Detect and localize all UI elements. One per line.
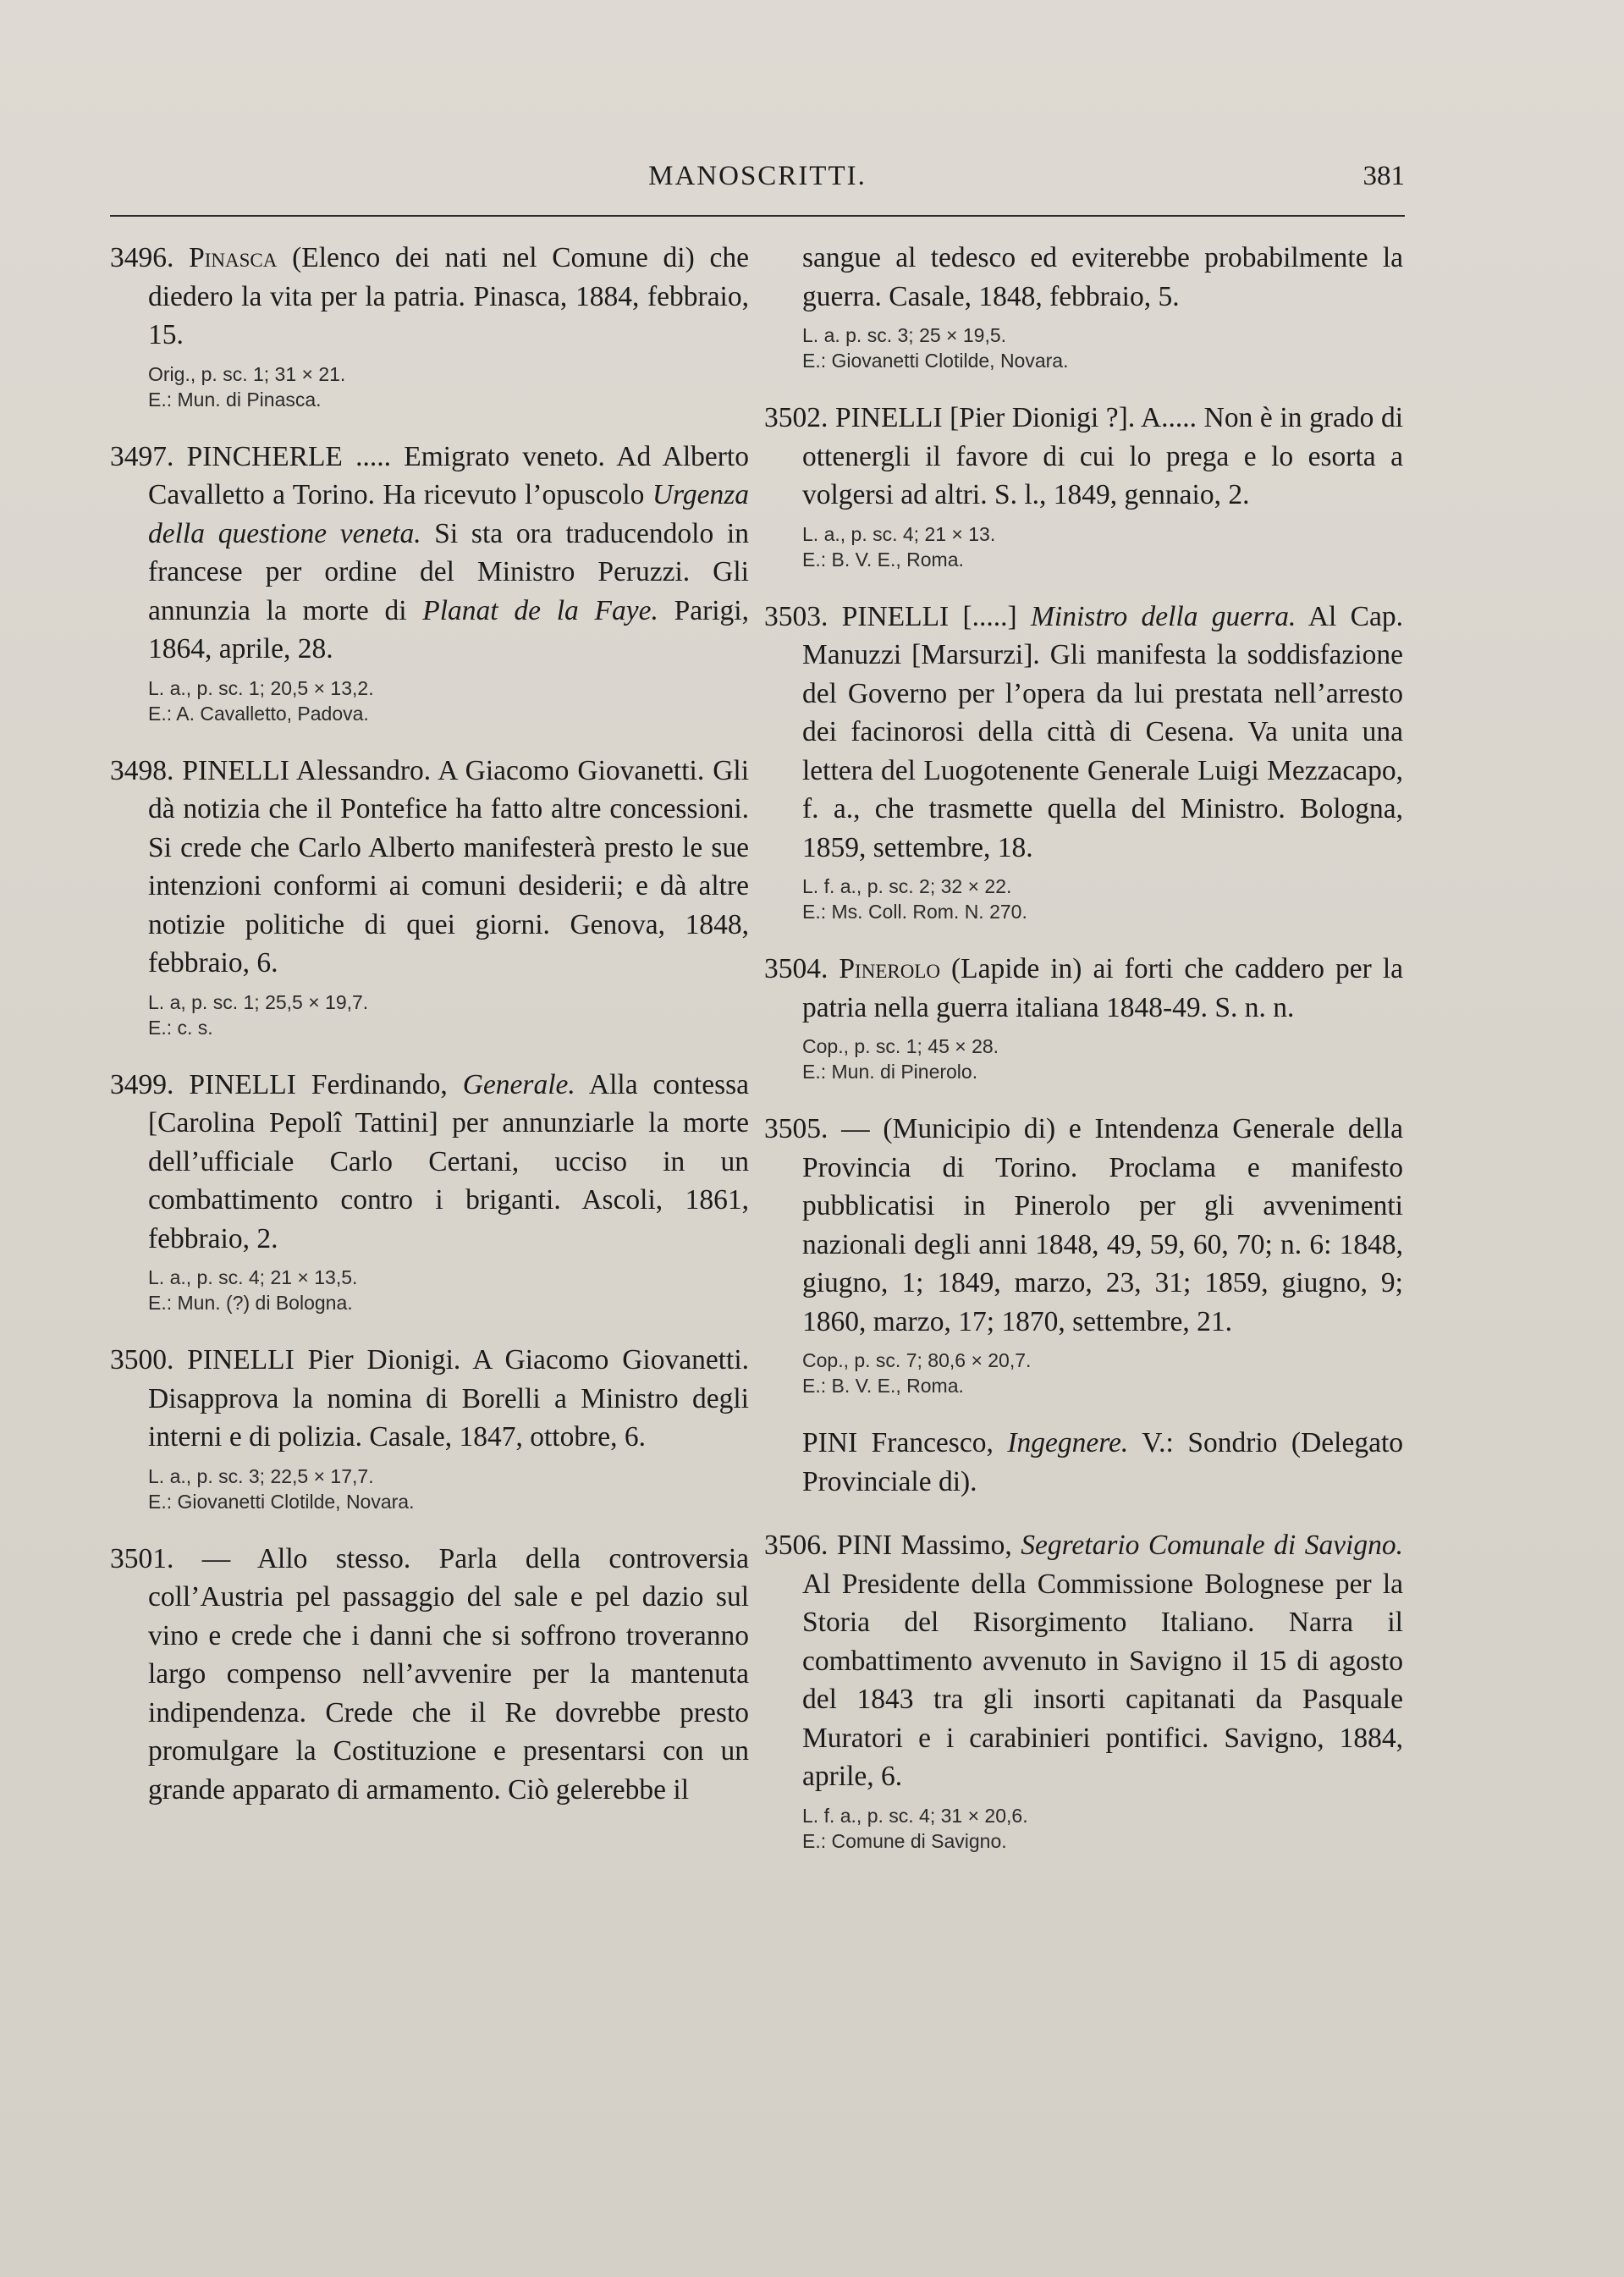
entry-meta bbox=[802, 874, 1403, 924]
entry-number: 3500. bbox=[110, 1344, 174, 1376]
entry-3505 bbox=[764, 1110, 1403, 1398]
entry-number: 3505. bbox=[764, 1113, 829, 1144]
entry-text bbox=[764, 1526, 1403, 1796]
entry-number: 3499. bbox=[110, 1068, 174, 1100]
meta-physical: L. f. a., p. sc. 4; 31 × 20,6. bbox=[802, 1804, 1028, 1827]
meta-owner: E.: B. V. E., Roma. bbox=[802, 1375, 964, 1397]
entry-meta bbox=[802, 521, 1403, 572]
meta-owner: E.: Ms. Coll. Rom. N. 270. bbox=[802, 901, 1027, 923]
entry-meta bbox=[802, 1034, 1403, 1084]
meta-owner: E.: Giovanetti Clotilde, Novara. bbox=[802, 350, 1069, 372]
left-column bbox=[110, 239, 749, 1834]
entry-3497 bbox=[110, 438, 749, 726]
entry-text bbox=[110, 1066, 749, 1259]
entry-3502 bbox=[764, 399, 1403, 572]
entry-meta bbox=[148, 990, 749, 1040]
entry-description: (Lapide in) ai forti che caddero per la patria nella guerra italiana 1848-49. S. n. n. bbox=[802, 953, 1404, 1023]
entry-description-cont: Al Presidente della Commissione Bolognese per la Storia del Risorgimento Italiano. Narra il combattimento avvenuto in Savigno il 15 di agosto del 1843 tra gli insorti capitanati da Pasquale Muratori e i carabinieri pontifici. Savigno, 1884, aprile, 6. bbox=[802, 1568, 1403, 1792]
entry-description: PINELLI Alessandro. A Giacomo Giovanetti. Gli dà notizia che il Pontefice ha fatto altre concessioni. Si crede che Carlo Alberto manifesterà presto le sue intenzioni conformi ai comuni desiderii; e dà altre notizie politiche di quei giorni. Genova, 1848, febbraio, 6. bbox=[148, 754, 750, 979]
entry-number: 3497. bbox=[110, 440, 174, 472]
entry-cross-reference bbox=[764, 1424, 1403, 1501]
entry-3504 bbox=[764, 950, 1403, 1084]
entry-text bbox=[110, 752, 749, 983]
entry-3501-continued bbox=[764, 239, 1403, 373]
entry-meta bbox=[148, 1464, 749, 1514]
entry-description: PINELLI Ferdinando, bbox=[189, 1068, 463, 1100]
entry-3503 bbox=[764, 598, 1403, 925]
entry-meta bbox=[148, 675, 749, 726]
entry-number: 3501. bbox=[110, 1542, 174, 1574]
entry-description: PINELLI Pier Dionigi. A Giacomo Giovanetti. Disapprova la nomina di Borelli a Ministro degli interni e di polizia. Casale, 1847, ottobre, 6. bbox=[148, 1344, 749, 1453]
entry-text bbox=[110, 239, 749, 355]
entry-description: — Allo stesso. Parla della controversia coll’Austria pel passaggio del sale e pel dazio sul vino e crede che i danni che si soffrono troveranno largo compenso nell’avvenire per la mantenuta indipendenza. Crede che il Re dovrebbe presto promulgare la Costituzione e presentarsi con un grande apparato di armamento. Ciò gelerebbe il bbox=[148, 1542, 749, 1806]
entry-meta bbox=[802, 1803, 1403, 1854]
header-rule bbox=[110, 215, 1405, 217]
entry-text bbox=[764, 1110, 1403, 1341]
entry-title-italic: Ingegnere. bbox=[1007, 1427, 1129, 1458]
meta-owner: E.: B. V. E., Roma. bbox=[802, 548, 964, 571]
entry-heading: Pinerolo bbox=[839, 953, 940, 984]
entry-number: 3506. bbox=[764, 1530, 829, 1561]
entry-description: (Elenco dei nati nel Comune di) che diedero la vita per la patria. Pinasca, 1884, febbraio, 15. bbox=[148, 242, 749, 350]
meta-physical: L. f. a., p. sc. 2; 32 × 22. bbox=[802, 875, 1012, 897]
entry-3501 bbox=[110, 1540, 749, 1810]
meta-owner: E.: Mun. (?) di Bologna. bbox=[148, 1292, 353, 1314]
entry-text bbox=[764, 399, 1403, 515]
meta-owner: E.: Mun. di Pinerolo. bbox=[802, 1061, 978, 1083]
entry-3500 bbox=[110, 1341, 749, 1514]
entry-text bbox=[110, 1341, 749, 1457]
entry-3499 bbox=[110, 1066, 749, 1316]
running-title: MANOSCRITTI. bbox=[648, 161, 867, 191]
entry-number: 3502. bbox=[764, 402, 829, 433]
entry-name-italic: Planat de la Faye. bbox=[422, 594, 658, 626]
meta-physical: Cop., p. sc. 1; 45 × 28. bbox=[802, 1035, 999, 1057]
entry-text bbox=[764, 950, 1403, 1027]
entry-text bbox=[802, 1424, 1403, 1501]
right-column bbox=[764, 239, 1403, 1879]
entry-meta bbox=[148, 1265, 749, 1315]
entry-description: sangue al tedesco ed eviterebbe probabilmente la guerra. Casale, 1848, febbraio, 5. bbox=[802, 242, 1403, 312]
meta-owner: E.: Comune di Savigno. bbox=[802, 1829, 1007, 1852]
entry-title-italic: Urgenza della questione veneta. bbox=[148, 479, 749, 549]
page-header bbox=[110, 161, 1405, 203]
meta-owner: E.: A. Cavalletto, Padova. bbox=[148, 702, 369, 725]
entry-description-cont: V.: Sondrio (Delegato Provinciale di). bbox=[802, 1427, 1404, 1497]
entry-description: PINELLI [.....] bbox=[841, 600, 1032, 632]
entry-description: PINELLI [Pier Dionigi ?]. A..... Non è in grado di ottenergli il favore di cui lo prega e lo esorta a volgersi ad altri. S. l., 1849, gennaio, 2. bbox=[802, 402, 1404, 510]
entry-3506 bbox=[764, 1526, 1403, 1854]
entry-number: 3504. bbox=[764, 953, 829, 984]
entry-description-cont: Si sta ora traducendolo in francese per ordine del Ministro Peruzzi. Gli annunzia la morte di bbox=[148, 517, 749, 626]
entry-text bbox=[110, 1540, 749, 1810]
entry-title-italic: Segretario Comunale di Savigno. bbox=[1021, 1530, 1403, 1561]
entry-number: 3496. bbox=[110, 242, 174, 273]
meta-physical: Orig., p. sc. 1; 31 × 21. bbox=[148, 362, 346, 385]
entry-3498 bbox=[110, 752, 749, 1040]
entry-text bbox=[802, 239, 1403, 316]
entry-heading: Pinasca bbox=[189, 242, 278, 273]
entry-meta bbox=[148, 361, 749, 412]
meta-physical: L. a., p. sc. 4; 21 × 13. bbox=[802, 522, 996, 545]
entry-text bbox=[110, 438, 749, 669]
entry-description-cont: Alla contessa [Carolina Pepolî Tattini] per annunziarle la morte dell’ufficiale Carlo Certani, ucciso in un combattimento contro i briganti. Ascoli, 1861, febbraio, 2. bbox=[148, 1068, 750, 1254]
entry-meta bbox=[802, 323, 1403, 373]
meta-physical: L. a., p. sc. 1; 20,5 × 13,2. bbox=[148, 676, 374, 699]
entry-description: PINI Massimo, bbox=[836, 1530, 1021, 1561]
entry-description: PINCHERLE ..... Emigrato veneto. Ad Alberto Cavalletto a Torino. Ha ricevuto l’opuscolo bbox=[148, 440, 749, 510]
entry-description: — (Municipio di) e Intendenza Generale della Provincia di Torino. Proclama e manifesto pubblicatisi in Pinerolo per gli avvenimenti nazionali degli anni 1848, 49, 59, 60, 70; n. 6: 1848, giugno, 1; 1849, marzo, 23, 31; 1859, giugno, 9; 1860, marzo, 17; 1870, settembre, 21. bbox=[802, 1113, 1404, 1337]
meta-physical: L. a., p. sc. 3; 22,5 × 17,7. bbox=[148, 1464, 374, 1487]
meta-owner: E.: Mun. di Pinasca. bbox=[148, 388, 322, 411]
entry-number: 3498. bbox=[110, 754, 174, 786]
entry-description-cont: Al Cap. Manuzzi [Marsurzi]. Gli manifesta la soddisfazione del Governo per l’opera da lui prestata nell’arresto dei facinorosi della città di Cesena. Va unita una lettera del Luogotenente Generale Luigi Mezzacapo, f. a., che trasmette quella del Ministro. Bologna, 1859, settembre, 18. bbox=[802, 600, 1403, 863]
meta-physical: L. a., p. sc. 4; 21 × 13,5. bbox=[148, 1266, 358, 1288]
entry-meta bbox=[802, 1348, 1403, 1398]
entry-title-italic: Generale. bbox=[462, 1068, 575, 1100]
entry-date: Parigi, 1864, aprile, 28. bbox=[148, 594, 749, 664]
entry-description: PINI Francesco, bbox=[802, 1427, 1008, 1458]
meta-physical: L. a, p. sc. 1; 25,5 × 19,7. bbox=[148, 990, 369, 1013]
entry-title-italic: Ministro della guerra. bbox=[1031, 600, 1296, 632]
entry-number: 3503. bbox=[764, 600, 829, 632]
meta-physical: Cop., p. sc. 7; 80,6 × 20,7. bbox=[802, 1349, 1032, 1371]
entry-3496 bbox=[110, 239, 749, 412]
meta-owner: E.: Giovanetti Clotilde, Novara. bbox=[148, 1490, 415, 1513]
meta-owner: E.: c. s. bbox=[148, 1016, 213, 1039]
page-number: 381 bbox=[1363, 161, 1405, 191]
meta-physical: L. a. p. sc. 3; 25 × 19,5. bbox=[802, 324, 1007, 346]
entry-text bbox=[764, 598, 1403, 868]
